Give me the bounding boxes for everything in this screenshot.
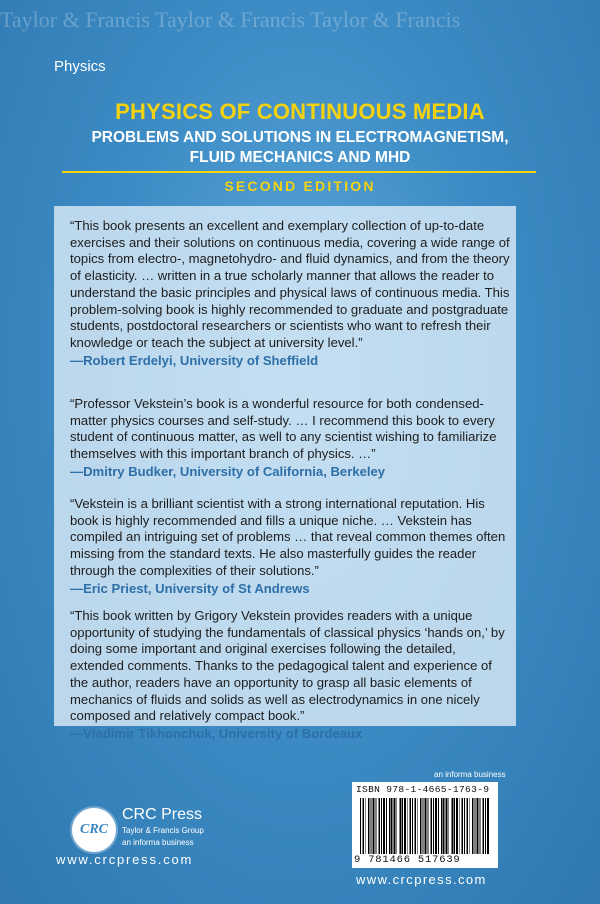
category-label: Physics	[54, 58, 106, 75]
review-author: —Robert Erdelyi, University of Sheffield	[70, 352, 319, 368]
review-author: —Eric Priest, University of St Andrews	[70, 580, 310, 596]
publisher-url[interactable]: www.crcpress.com	[56, 852, 194, 867]
review-quote: “Vekstein is a brilliant scientist with a strong international reputation. His book is highly recommended and fills a unique niche. … Vekstein has compiled an intriguing set of problems … that reveal common themes often missing from the standard texts. He also masterfully guides the reader through the complexities of their solutions.”	[70, 496, 506, 578]
barcode-icon	[360, 798, 490, 854]
review-item	[70, 608, 510, 743]
review-item	[70, 496, 510, 597]
barcode-box	[352, 782, 498, 868]
review-author: —Dmitry Budker, University of California, Berkeley	[70, 463, 386, 479]
publisher-group: Taylor & Francis Group	[122, 826, 204, 835]
title-divider	[62, 171, 536, 173]
crc-logo-icon	[72, 808, 116, 852]
watermark: Taylor & Francis Taylor & Francis Taylor & Francis	[0, 7, 461, 32]
isbn-text: ISBN 978-1-4665-1763-9	[356, 784, 490, 795]
publisher-informa: an informa business	[122, 838, 194, 847]
review-item	[70, 396, 510, 481]
review-quote: “This book written by Grigory Vekstein provides readers with a unique opportunity of studying the fundamentals of classical physics ‘hands on,’ by doing some important and original exercises following the detailed, extended comments. Thanks to the pedagogical talent and experience of the author, readers have an opportunity to grasp all basic elements of mechanics of fluids and solids as well as electrodynamics in one nicely composed and relatively compact book.”	[70, 608, 505, 724]
subtitle-line-2: FLUID MECHANICS AND MHD	[189, 149, 411, 166]
publisher-name: CRC Press	[122, 806, 203, 823]
review-author: —Vladimir Tikhonchuk, University of Bordeaux	[70, 725, 363, 741]
logo-text: CRC	[79, 822, 108, 837]
subtitle-line-1: PROBLEMS AND SOLUTIONS IN ELECTROMAGNETISM,	[91, 129, 509, 146]
review-quote: “This book presents an excellent and exemplary collection of up-to-date exercises and their solutions on continuous media, covering a wide range of topics from electro-, magnetohydro- and fluid dynamics, and from the theory of elasticity. … written in a true scholarly manner that allows the reader to understand the basic principles and physical laws of continuous media. This problem-solving book is highly recommended to graduate and postgraduate students, postdoctoral researchers or scientists who want to refresh their knowledge or teach the subject at university level.”	[70, 218, 510, 350]
reviews-panel	[54, 206, 516, 741]
barcode-number: 9 781466 517639	[354, 854, 461, 866]
edition-label: SECOND EDITION	[224, 178, 376, 194]
book-title: PHYSICS OF CONTINUOUS MEDIA	[115, 99, 485, 124]
informa-label: an informa business	[434, 770, 506, 779]
review-quote: “Professor Vekstein’s book is a wonderful resource for both condensed-matter physics courses and self-study. … I recommend this book to every student of continuous matter, as well to any scientist wishing to familiarize themselves with this important branch of physics. …”	[70, 396, 497, 462]
website-url[interactable]: www.crcpress.com	[356, 872, 487, 887]
book-subtitle	[0, 128, 600, 168]
review-item	[70, 218, 510, 369]
